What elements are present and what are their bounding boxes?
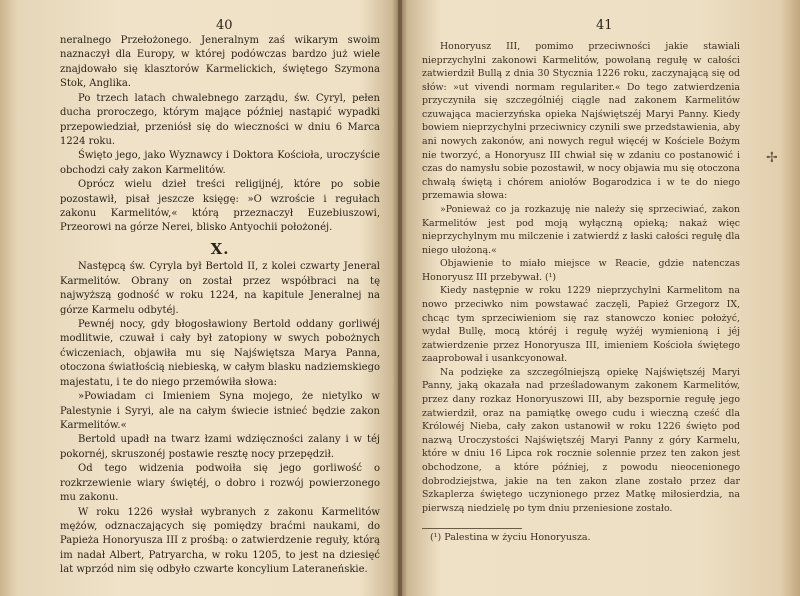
paragraph: Oprócz wielu dzieł treści religijnéj, które po sobie pozostawił, pisał jeszcze księgę: »O wzroście i regułach zakonu Karmelitów,« którą przeznaczył Euzebiuszowi, Przeorowi na górze Nerei, blisko Antyochii położonéj. <box>60 179 380 234</box>
right-page-text <box>422 40 740 515</box>
left-page-text <box>60 34 380 578</box>
paragraph: Honoryusz III, pomimo przeciwności jakie stawiali nieprzychylni zakonowi Karmelitów, powołaną regułę w całości zatwierdził Bullą z dnia 30 Stycznia 1226 roku, zaczynającą się od słów: »ut vivendi normam regulariter.« Do tego zatwierdzenia przyczyniła się szczególniéj ciągle nad zakonem Karmelitów czuwająca macierzyńska opieka Najświętszéj Maryi Panny. Kiedy bowiem nieprzychylni przeciwnicy czynili swe przedstawienia, aby ani nowych zakonów, ani nowych reguł więcéj w Kościele Bożym nie tworzyć, a Honoryusz III chwiał się w zdaniu co postanowić i czas do namysłu sobie pozostawił, w nocy objawia mu się otoczona chwałą świętą i chórem aniołów Bogarodzica i w te do niego przemawia słowa: <box>422 41 740 202</box>
paragraph: Objawienie to miało miejsce w Reacie, gdzie natenczas Honoryusz III przebywał. (¹) <box>422 258 740 283</box>
paragraph: Po trzech latach chwalebnego zarządu, św. Cyryl, pełen ducha proroczego, którym mające później nastąpić wypadki przepowiedział, przeniósł się do wieczności w dniu 6 Marca 1224 roku. <box>60 92 380 147</box>
paragraph: W roku 1226 wysłał wybranych z zakonu Karmelitów mężów, odznaczających się pomiędzy braćmi naukami, do Papieża Honoryusza III z prośbą: o zatwierdzenie reguły, którą im nadał Albert, Patryarcha, w roku 1205, to jest na dziesięć lat wprzód nim się odbyło czwarte koncylium Lateraneńskie. <box>60 506 380 576</box>
footnote: (¹) Palestina w życiu Honoryusza. <box>430 532 591 543</box>
paragraph: Kiedy następnie w roku 1229 nieprzychylni Karmelitom na nowo przeciwko nim powstawać zaczęli, Papież Grzegorz IX, chcąc tym sprzeciwieniom się raz stanowczo koniec położyć, wydał Bullę, mocą któréj i regułę wyżéj wymienioną i jéj zatwierdzenie przez Honoryusza III, imieniem Kościoła świętego zaaprobował i usankcyonował. <box>422 285 740 365</box>
paragraph: Święto jego, jako Wyznawcy i Doktora Kościoła, uroczyście obchodzi cały zakon Karmelitów. <box>60 150 380 176</box>
margin-mark: ✢ <box>766 151 778 166</box>
paragraph: Na podzięke za szczególniejszą opiekę Najświętszéj Maryi Panny, jaką okazała nad prześladowanym zakonem Karmelitów, przez dany rozkaz Honoryuszowi III, aby bezspornie regułę jego zatwierdził, oraz na pamiątkę owego cudu i wieczną cześć dla Królowéj Nieba, cały zakon ustanowił w roku 1226 święto pod nazwą Uroczystości Najświętszéj Maryi Panny z góry Karmelu, które w dniu 16 Lipca rok rocznie solennie przez ten zakon jest obchodzone, a które później, z powodu nieocenionego dobrodziejstwa, jakie na ten zakon zlane zostało przez dar Szkaplerza świętego uczynionego przez Matkę miłosierdzia, na pierwszą niedzielę po tym dniu przeniesione zostało. <box>422 366 740 514</box>
footnote-rule <box>422 528 522 529</box>
page-number-right: 41 <box>596 18 613 33</box>
paragraph: Następcą św. Cyryla był Bertold II, z kolei czwarty Jeneral Karmelitów. Obrany on został przez współbraci na tę najwyższą godność w roku 1224, na kapitule Jeneralnej na górze Karmelu odbytéj. <box>60 261 380 316</box>
paragraph: Od tego widzenia podwoiła się jego gorliwość o rozkrzewienie wiary świętéj, o dobro i rozwój powierzonego mu zakonu. <box>60 463 380 504</box>
paragraph: »Powiadam ci Imieniem Syna mojego, że nietylko w Palestynie i Syryi, ale na całym świecie istnieć będzie zakon Karmelitów.« <box>60 391 380 431</box>
page-number-left: 40 <box>216 18 233 33</box>
section-heading: X. <box>210 239 230 258</box>
paragraph: »Ponieważ co ja rozkazuję nie należy się sprzeciwiać, zakon Karmelitów jest pod moją wyłączną opieką; nakaż więc nieprzychylnym mu milczenie i zatwierdź z łaski całości regułę dla niego ułożoną.« <box>422 203 740 256</box>
right-page <box>400 0 800 596</box>
paragraph: Pewnéj nocy, gdy błogosławiony Bertold oddany gorliwéj modlitwie, czuwał i cały był zatopiony w swych pobożnych ćwiczeniach, objawiła mu się Najświętsza Marya Panna, otoczona światłością niebieską, w całym blasku nadziemskiego majestatu, i te do niego przemówiła słowa: <box>60 319 380 388</box>
paragraph: neralnego Przełożonego. Jeneralnym zaś wikarym swoim naznaczył dla Europy, w której podówczas bardzo już wiele znajdowało się klasztorów Karmelickich, świętego Szymona Stok, Anglika. <box>60 35 380 90</box>
paragraph: Bertold upadł na twarz łzami wdzięczności zalany i w téj pokornéj, skruszonéj postawie resztę nocy przepędził. <box>60 434 380 460</box>
